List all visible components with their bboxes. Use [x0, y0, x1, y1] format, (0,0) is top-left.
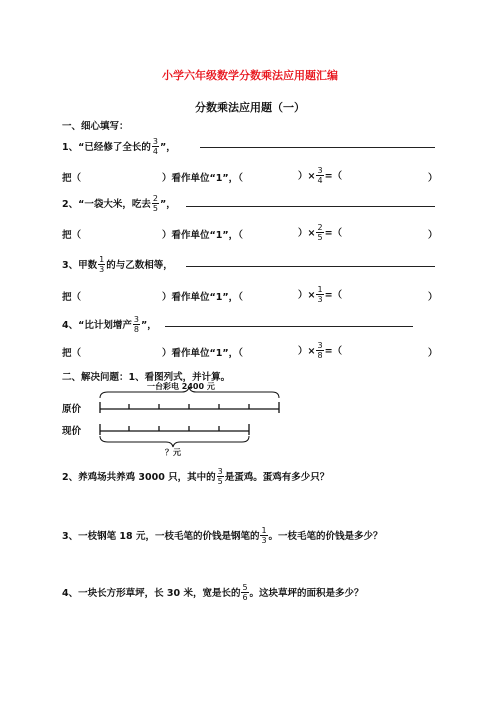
q3-fill-fraction: $\frac{1}{3}$ — [317, 284, 323, 304]
q1-prefix: 1、“已经修了全长的 — [62, 142, 151, 153]
diagram-row2-label: 现价 — [62, 426, 82, 437]
q3-fraction: $\frac{1}{3}$ — [99, 254, 105, 274]
document-title: 小学六年级数学分数乘法应用题汇编 — [162, 69, 338, 82]
problem2-fraction: $\frac{3}{5}$ — [217, 466, 223, 486]
diagram-bottom-label: ？元 — [165, 448, 181, 457]
problem4-line: 4、一块长方形草坪，长 30 米，宽是长的 $\frac{5}{6}$ 。这块草坪的面积是多少？ — [62, 582, 364, 602]
top-brace — [100, 387, 279, 398]
section2-heading: 二、解决问题：1、看图列式，并计算。 — [62, 372, 231, 383]
diagram-top-label: 一台彩电 2400 元 — [147, 382, 215, 391]
q1-suffix: ”， — [159, 142, 176, 153]
q1-fill-row: 把（ ）看作单位“1”，（ ）× $\frac{3}{4}$ =（ ） — [62, 165, 438, 185]
diagram-row1-label: 原价 — [62, 404, 82, 415]
q3-suffix: 的与乙数相等， — [106, 260, 173, 271]
q2-fill-row: 把（ ）看作单位“1”，（ ）× $\frac{2}{5}$ =（ ） — [62, 222, 438, 242]
original-price-bar — [100, 402, 279, 413]
q2-fraction: $\frac{2}{5}$ — [152, 193, 158, 213]
current-price-bar — [100, 424, 249, 435]
section1-heading: 一、细心填写： — [62, 121, 129, 132]
q4-fill-fraction: $\frac{3}{8}$ — [317, 340, 323, 360]
q4-suffix: ”， — [140, 320, 157, 331]
q4-prefix: 4、“比计划增产 — [62, 320, 132, 331]
problem2-line: 2、养鸡场共养鸡 3000 只，其中的 $\frac{3}{5}$ 是蛋鸡。蛋鸡有多少只？ — [62, 466, 330, 486]
bottom-brace — [100, 436, 249, 447]
q2-suffix: ”， — [159, 199, 176, 210]
q2-fill-fraction: $\frac{2}{5}$ — [317, 222, 323, 242]
problem3-line: 3、一枝钢笔 18 元，一枝毛笔的价钱是钢笔的 $\frac{1}{3}$ 。一枝毛笔的价钱是多少？ — [62, 525, 383, 545]
q2-prefix: 2、“一袋大米，吃去 — [62, 199, 151, 210]
section-subtitle: 分数乘法应用题（一） — [195, 101, 305, 114]
problem4-fraction: $\frac{5}{6}$ — [242, 582, 248, 602]
q4-fraction: $\frac{3}{8}$ — [133, 314, 139, 334]
q3-prefix: 3、甲数 — [62, 260, 98, 271]
q3-fill-row: 把（ ）看作单位“1”，（ ）× $\frac{1}{3}$ =（ ） — [62, 284, 438, 304]
q1-fill-fraction: $\frac{3}{4}$ — [317, 165, 323, 185]
q1-fraction: $\frac{3}{4}$ — [152, 136, 158, 156]
problem3-fraction: $\frac{1}{3}$ — [261, 525, 267, 545]
q4-fill-row: 把（ ）看作单位“1”，（ ）× $\frac{3}{8}$ =（ ） — [62, 340, 438, 360]
